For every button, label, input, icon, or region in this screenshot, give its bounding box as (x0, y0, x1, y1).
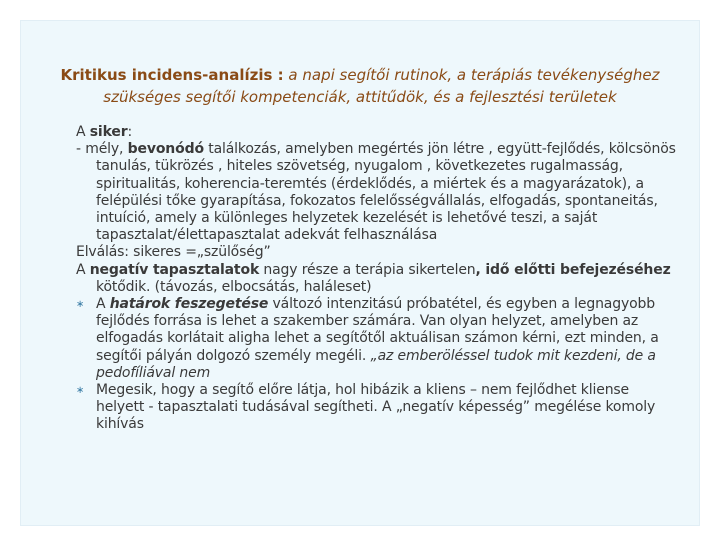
deep-encounter-paragraph (76, 141, 676, 244)
bullet-boundaries-text (96, 296, 676, 382)
deep-bold: bevonódó (127, 141, 204, 158)
siker-bold: siker (89, 124, 128, 140)
negative-rest: kötődik. (távozás, elbocsátás, haláleset) (96, 278, 372, 295)
bullet-foresight-text: Megesik, hogy a segítő előre látja, hol hibázik a kliens – nem fejlődhet kliense helyett - tapasztalati tudásával segítheti. A „negatív képesség” megélése komoly kihívás (96, 382, 656, 433)
title-italic-part: a napi segítői rutinok, a terápiás tevékenységhez szükséges segítői kompetenciák, attitűdök, és a fejlesztési területek (103, 66, 660, 106)
negative-bold-2: , idő előtti befejezéséhez (475, 261, 671, 278)
deep-rest: találkozás, amelyben megértés jön létre , együtt-fejlődés, kölcsönös tanulás, tükrözés , hiteles szövetség, nyugalom , következetes rugalmasság, spiritualitás, koherencia-teremtés (érdeklődés, a miértek és a magyarázatok), a felépülési tőke gyarapítása, fokozatos felelősségvállalás, elfogadás, spontaneitás, intuíció, amely a különleges helyzetek kezelését is lehetővé teszi, a saját tapasztalat/élettapasztalat adekvát felhasználása (96, 141, 676, 244)
bullet-1-prefix: A (96, 296, 110, 313)
bullet-asterisk-icon: ∗ (76, 299, 85, 311)
elvalas-line: Elválás: sikeres =„szülőség” (76, 244, 271, 261)
deep-prefix: - mély, (76, 141, 128, 158)
bullet-1-rest: változó intenzitású próbatétel, és egyben a legnagyobb fejlődés forrása is lehet a szakember számára. Van olyan helyzet, amelyben az elfogadás korlátait aligha lehet a segítőtől aktuálisan számon kérni, ezt minden, a segítői pályán dolgozó személy megéli. (96, 296, 659, 364)
negative-bold-1: negatív tapasztalatok (89, 261, 260, 278)
bullet-1-quote: „az emberöléssel tudok mit kezdeni, de a pedofíliával nem (96, 347, 656, 381)
title-bold-part: Kritikus incidens-analízis : (60, 66, 284, 84)
bullet-1-bold-italic: határok feszegetése (109, 296, 269, 313)
negative-experience-paragraph (76, 262, 676, 296)
negative-prefix: A (76, 261, 90, 278)
siker-line (76, 124, 676, 141)
bullet-boundaries (76, 296, 676, 382)
siker-suffix: : (127, 124, 133, 140)
slide-body (76, 124, 676, 434)
slide-title (40, 64, 680, 108)
siker-prefix: A (76, 124, 90, 140)
bullet-asterisk-icon: ∗ (76, 385, 85, 397)
negative-mid: nagy része a terápia sikertelen (259, 261, 476, 278)
bullet-foresight (76, 382, 676, 434)
